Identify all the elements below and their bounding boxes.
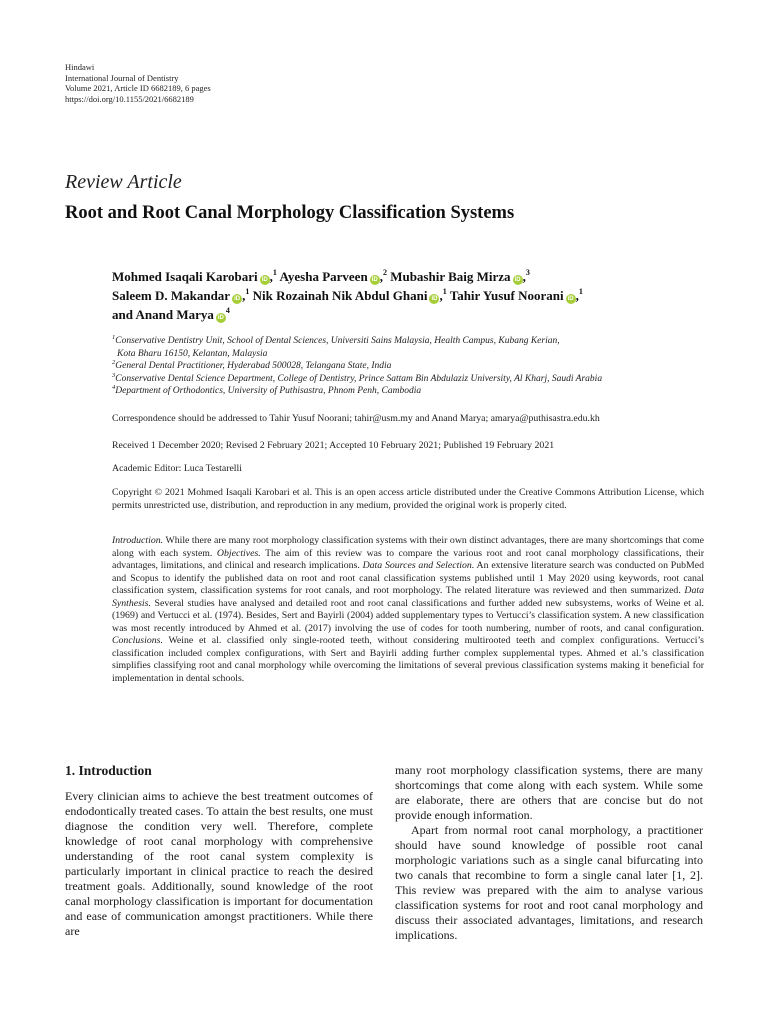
author-name: Ayesha Parveen bbox=[279, 269, 368, 284]
article-type: Review Article bbox=[65, 171, 182, 193]
affiliation-text: Conservative Dentistry Unit, School of Dental Sciences, Universiti Sains Malaysia, Health Campus, Kubang Kerian, bbox=[115, 336, 560, 346]
abstract-conclusions-label: Conclusions. bbox=[112, 635, 163, 646]
orcid-icon[interactable]: iD bbox=[567, 296, 574, 302]
correspondence bbox=[112, 413, 704, 426]
affiliation-text: Department of Orthodontics, University of Puthisastra, Phnom Penh, Cambodia bbox=[115, 386, 422, 397]
author-list bbox=[112, 267, 712, 324]
author-line-1: Mohmed Isaqali Karobari iD ,$^1$ Ayesha Parveen iD ,$^2$ Mubashir Baig Mirza iD ,$^3$ bbox=[112, 268, 530, 284]
orcid-icon[interactable]: iD bbox=[217, 315, 224, 321]
body-paragraph: Every clinician aims to achieve the best treatment outcomes of endodontically treated cases. To attain the best results, one must diagnose the condition very well. Therefore, complete knowledge of root canal morphology with comprehensive understanding of the root canal system complexity is particularly important in clinical practice to reach the desired treatment goals. Additionally, sound knowledge of the root canal morphology classification is important for documentation and ease of communication amongst practitioners. While there are bbox=[65, 789, 373, 938]
author-line-3 bbox=[112, 305, 712, 324]
author-name: Mubashir Baig Mirza bbox=[390, 269, 511, 284]
dates-text: Received 1 December 2020; Revised 2 February 2021; Accepted 10 February 2021; Published 19 February 2021 bbox=[112, 440, 555, 451]
doi-link[interactable]: https://doi.org/10.1155/2021/6682189 bbox=[65, 93, 194, 104]
author-line-2: Saleem D. Makandar iD ,$^1$ Nik Rozainah Nik Abdul Ghani iD ,$^1$ Tahir Yusuf Noorani iD ,$^1$ bbox=[112, 287, 583, 303]
copyright-text: Copyright © 2021 Mohmed Isaqali Karobari et al. This is an open access article distributed under the Creative Commons Attribution License, which permits unrestricted use, distribution, and reproduction in any medium, provided the original work is properly cited. bbox=[112, 487, 704, 511]
body-paragraph: Apart from normal root canal morphology, a practitioner should have sound knowledge of possible root canal morphologic variations such as a single canal bifurcating into two canals that recombine to form a single canal later [1, 2]. This review was prepared with the aim to analyse various classification systems for root and root canal morphology and discuss their associated advantages, limitations, and research implications. bbox=[395, 823, 703, 942]
affiliation-item bbox=[112, 385, 712, 398]
body-column-right bbox=[395, 763, 703, 943]
editor-text: Academic Editor: Luca Testarelli bbox=[112, 463, 242, 474]
correspondence-text: Correspondence should be addressed to Tahir Yusuf Noorani; tahir@usm.my and Anand Marya; amarya@puthisastra.edu.kh bbox=[112, 413, 600, 424]
journal-header bbox=[65, 62, 211, 104]
orcid-icon[interactable]: iD bbox=[371, 277, 378, 283]
author-affiliation-sup: 1 bbox=[245, 287, 250, 296]
journal-name: International Journal of Dentistry bbox=[65, 72, 179, 83]
orcid-icon[interactable]: iD bbox=[261, 277, 268, 283]
affiliation-number: 1 bbox=[112, 334, 116, 341]
body-paragraph: many root morphology classification systems, there are many shortcomings that come along with each system. While some are elaborate, there are others that are concise but do not provide enough information. bbox=[395, 763, 703, 822]
abstract-synthesis-text: Several studies have analysed and detailed root and root canal classifications and further added new subsystems, works of Weine et al. (1969) and Vertucci et al. (1974). Besides, Sert and Bayirli (2004) added supplementary types to Vertucci’s classification system. A new classification was most recently introduced by Ahmed et al. (2017) involving the use of codes for tooth numbering, number of roots, and canal configuration. bbox=[112, 597, 704, 634]
academic-editor bbox=[112, 463, 704, 476]
abstract-sources-label: Data Sources and Selection. bbox=[362, 560, 475, 571]
abstract-synthesis-label: Data Synthesis. bbox=[112, 585, 704, 609]
author-name: Nik Rozainah Nik Abdul Ghani bbox=[252, 288, 428, 303]
section-heading: 1. Introduction bbox=[65, 763, 152, 778]
abstract-sources-text: An extensive literature search was conducted on PubMed and Scopus to identify the published data on root and root canal classification systems published until 1 May 2020 using keywords, root canal classification system, classification systems for root canals, and root morphology. The related literature was reviewed and then summarized. bbox=[112, 560, 704, 596]
body-column-left bbox=[65, 763, 373, 939]
author-affiliation-sup: 1 bbox=[272, 268, 277, 277]
author-affiliation-sup: 1 bbox=[442, 287, 447, 296]
dates bbox=[112, 440, 704, 453]
abstract-objectives-label: Objectives. bbox=[216, 547, 261, 559]
affiliation-number: 2 bbox=[112, 359, 116, 367]
affiliation-item bbox=[112, 335, 712, 348]
author-name: Tahir Yusuf Noorani bbox=[449, 288, 564, 303]
affiliation-continuation: Kota Bharu 16150, Kelantan, Malaysia bbox=[117, 348, 268, 359]
author-affiliation-sup: 4 bbox=[225, 306, 230, 315]
affiliation-item bbox=[112, 373, 712, 386]
affiliation-text: Conservative Dental Science Department, College of Dentistry, Prince Sattam Bin Abdulaziz University, Al Kharj, Saudi Arabia bbox=[115, 373, 603, 384]
orcid-icon[interactable]: iD bbox=[431, 296, 438, 302]
paper-title: Root and Root Canal Morphology Classification Systems bbox=[65, 203, 515, 223]
abstract bbox=[112, 535, 704, 685]
affiliations bbox=[112, 335, 712, 398]
copyright bbox=[112, 487, 704, 512]
affiliation-text: General Dental Practitioner, Hyderabad 500028, Telangana State, India bbox=[115, 361, 392, 372]
author-affiliation-sup: 1 bbox=[578, 287, 583, 296]
publisher-name: Hindawi bbox=[65, 62, 95, 72]
abstract-intro-text: While there are many root morphology classification systems with their own distinct advantages, there are many shortcomings that come along with each system. bbox=[112, 535, 704, 559]
author-name: Saleem D. Makandar bbox=[112, 288, 231, 303]
affiliation-item bbox=[112, 360, 712, 373]
abstract-conclusions-text: Weine et al. classified only single-rooted teeth, without considering multirooted teeth and complex configurations. Vertucci’s classification included complex configurations, with Sert and Bayirli adding further complex supplemental types. Ahmed et al.’s classification simplifies classifying root and canal morphology while overcoming the limitations of several previous classification systems making it beneficial for implementation in dental schools. bbox=[112, 635, 704, 684]
author-affiliation-sup: 3 bbox=[525, 268, 530, 277]
orcid-icon[interactable]: iD bbox=[514, 277, 521, 283]
orcid-icon[interactable]: iD bbox=[234, 296, 241, 302]
author-affiliation-sup: 2 bbox=[382, 268, 387, 277]
abstract-objectives-text: The aim of this review was to compare the various root and root canal morphology classifications, their advantages, limitations, and clinical and research implications. bbox=[112, 547, 704, 571]
volume-info: Volume 2021, Article ID 6682189, 6 pages bbox=[65, 83, 211, 93]
affiliation-number: 4 bbox=[112, 384, 116, 392]
author-name: Mohmed Isaqali Karobari bbox=[112, 269, 258, 284]
affiliation-number: 3 bbox=[112, 371, 116, 379]
abstract-intro-label: Introduction. bbox=[112, 535, 164, 546]
author-name: and Anand Marya bbox=[112, 307, 214, 322]
